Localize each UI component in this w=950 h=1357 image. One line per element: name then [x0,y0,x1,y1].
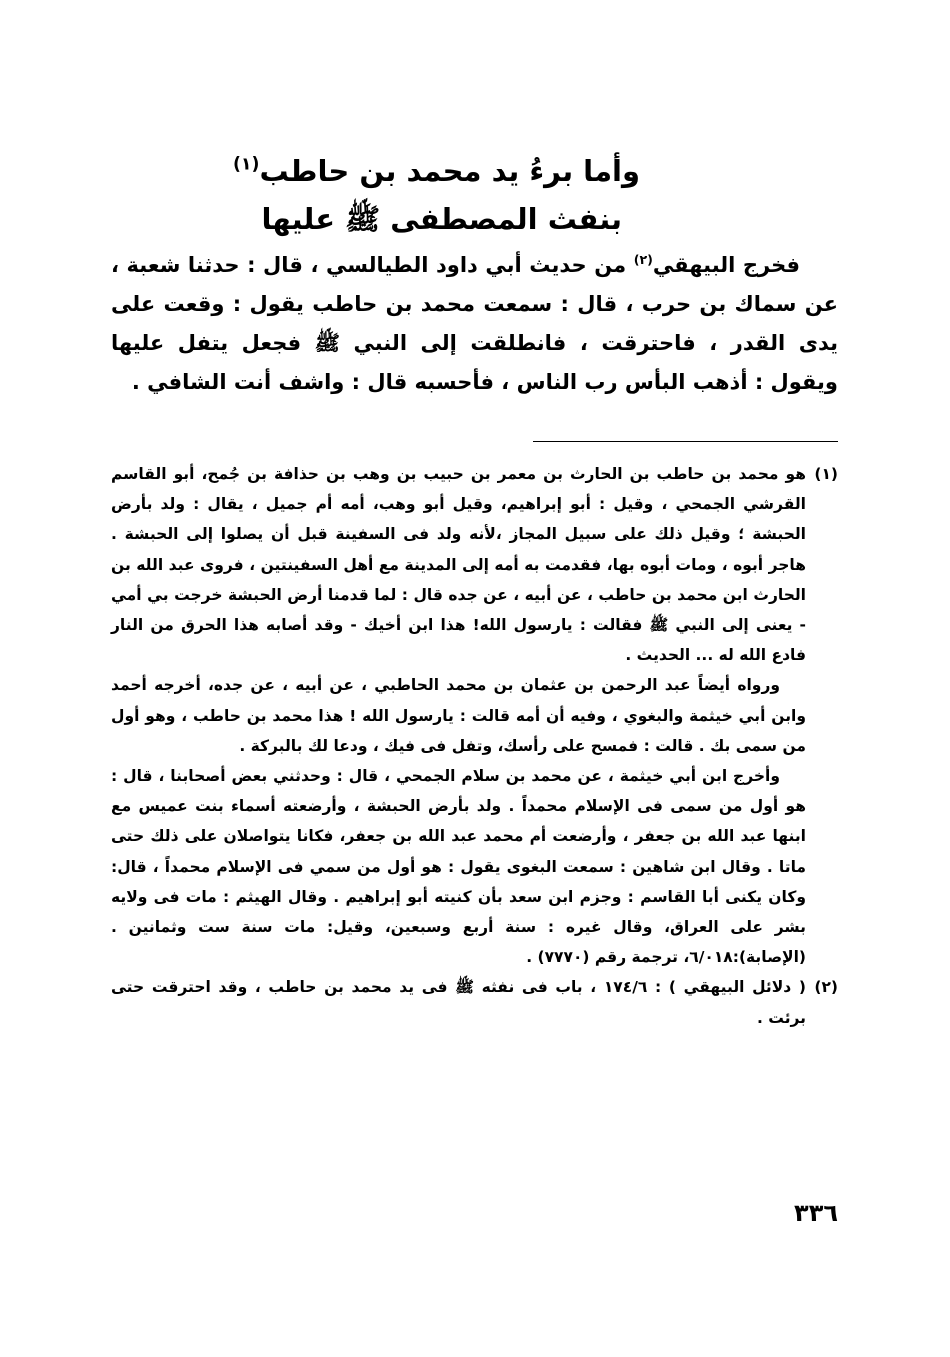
footnote-paragraph: ورواه أيضاً عبد الرحمن بن عثمان بن محمد الحاطبي ، عن أبيه ، عن جده، أخرجه أحمد وابن أبي خيثمة والبغوي ، وفيه أن أمه قالت : يارسول الله ! هذا محمد بن حاطب ، وهو أول من سمى بك . قالت : فمسح على رأسك، وتفل فى فيك ، ودعا لك بالبركة . [111,676,806,755]
main-text [111,246,838,402]
footnote-number: (٢) [814,978,838,997]
footnote-number: (١) [814,465,838,483]
footnotes [111,459,838,1033]
chapter-heading [232,147,640,243]
footnote-paragraph: هو محمد بن حاطب بن الحارث بن معمر بن حبيب بن وهب بن حذافة بن جُمح، أبو القاسم القرشي الجمحي ، وقيل : أبو إبراهيم، وقيل أبو وهب، أمه أم جميل ، يقال : ولد بأرض الحبشة ؛ وقيل ذلك على سبيل المجاز ،لأنه ولد فى السفينة قبل أن يصلوا إلى الحبشة . هاجر أبوه ، ومات أبوه بها، فقدمت به أمه إلى المدينة مع أهل السفينتين ، فروى عبد الله بن الحارث ابن محمد بن حاطب ، عن أبيه ، عن جده قال : لما قدمنا أرض الحبشة خرجت بي أمي - يعنى إلى النبي ﷺ فقالت : يارسول الله! هذا ابن أخيك - وقد أصابه هذا الحرق من النار فادع الله له ... الحديث . [111,465,806,665]
heading-footnote-ref: (١) [232,155,260,176]
footnote-paragraph: ( دلائل البيهقي ) : ١٧٤/٦ ، باب فى نفثه ﷺ فى يد محمد بن حاطب ، وقد احترقت حتى برئت . [111,978,806,1027]
heading-line-1: وأما برءُ يد محمد بن حاطب$^{(١)}$ [232,154,640,189]
heading-line-2: بنفث المصطفى ﷺ عليها [261,202,622,237]
main-footnote-ref: (٢) [633,251,653,267]
main-paragraph: فخرج البيهقي$^{(٢)}$ من حديث أبي داود الطيالسي ، قال : حدثنا شعبة ، عن سماك بن حرب ، قال : سمعت محمد بن حاطب يقول : وقعت على يدى القدر ، فاحترقت ، فانطلقت إلى النبي ﷺ فجعل يتفل عليها ويقول : أذهب البأس رب الناس ، فأحسبه قال : واشف أنت الشافي . [111,251,838,394]
footnote-paragraph: وأخرج ابن أبي خيثمة ، عن محمد بن سلام الجمحي ، قال : وحدثني بعض أصحابنا ، قال : هو أول من سمى فى الإسلام محمداً . ولد بأرض الحبشة ، وأرضعته أسماء بنت عميس مع ابنها عبد الله بن جعفر ، وأرضعت أم محمد عبد الله بن جعفر، فكانا يتواصلان على ذلك حتى ماتا . وقال ابن شاهين : سمعت البغوى يقول : هو أول من سمي فى الإسلام محمداً ، قال: وكان يكنى أبا القاسم : وجزم ابن سعد بأن كنيته أبو إبراهيم . وقال الهيثم : مات فى ولايه بشر على العراق، وقال غيره : سنة أربع وسبعين، وقيل: مات سنة ست وثمانين .(الإصابة):٦/٠١٨، ترجمة رقم (٧٧٧٠) . [111,767,806,967]
footnote-separator [533,441,838,442]
page-number: ٣٣٦ [794,1199,838,1227]
footnote-1 [111,459,838,972]
footnote-2 [111,972,838,1032]
